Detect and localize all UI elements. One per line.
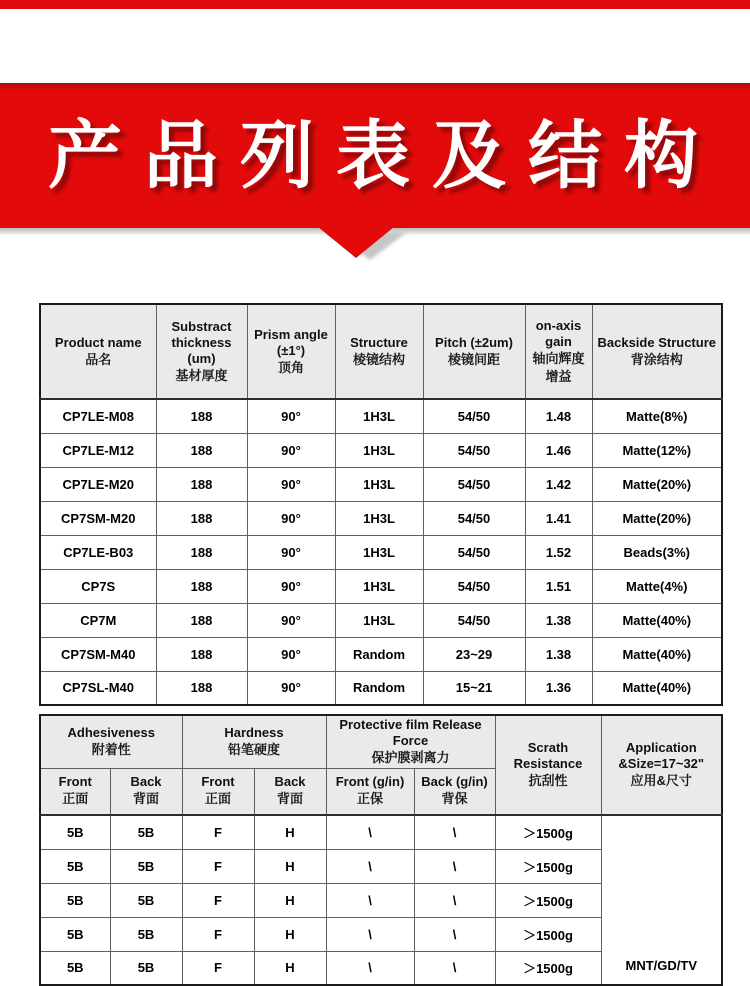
- table-cell: 1H3L: [335, 535, 423, 569]
- table-cell: \: [414, 849, 495, 883]
- table-row: [40, 501, 722, 535]
- spec-table-group-header-row: [40, 715, 722, 768]
- section-banner: [0, 83, 750, 228]
- table-cell: ＞1500g: [495, 883, 601, 917]
- table-cell: 90°: [247, 399, 335, 433]
- table-cell: 188: [156, 467, 247, 501]
- header-pitch: Pitch (±2um) 棱镜间距: [423, 304, 525, 399]
- subheader-back-gin: Back (g/in) 背保: [414, 768, 495, 815]
- table-cell: Beads(3%): [592, 535, 722, 569]
- table-cell: 1.42: [525, 467, 592, 501]
- table-row: [40, 399, 722, 433]
- table-cell: 1.36: [525, 671, 592, 705]
- table-cell: 90°: [247, 569, 335, 603]
- header-application: Application &Size=17~32" 应用&尺寸: [601, 715, 722, 815]
- header-backside-structure: Backside Structure 背涂结构: [592, 304, 722, 399]
- table-cell: Matte(40%): [592, 671, 722, 705]
- table-cell: Matte(20%): [592, 467, 722, 501]
- table-row: [40, 569, 722, 603]
- table-cell: CP7LE-M08: [40, 399, 156, 433]
- table-row: [40, 433, 722, 467]
- table-cell: 188: [156, 501, 247, 535]
- table-cell: CP7LE-M20: [40, 467, 156, 501]
- table-cell: \: [326, 917, 414, 951]
- table-cell: 1H3L: [335, 569, 423, 603]
- table-cell: CP7M: [40, 603, 156, 637]
- table-cell: 90°: [247, 501, 335, 535]
- table-cell: 188: [156, 637, 247, 671]
- table-row: [40, 603, 722, 637]
- table-cell: 188: [156, 671, 247, 705]
- spec-table: [39, 714, 723, 986]
- table-cell: \: [414, 917, 495, 951]
- table-cell: 5B: [40, 849, 110, 883]
- table-cell: 188: [156, 399, 247, 433]
- table-cell: F: [182, 951, 254, 985]
- table-cell: 1H3L: [335, 399, 423, 433]
- table-cell: Matte(8%): [592, 399, 722, 433]
- table-cell: 188: [156, 433, 247, 467]
- table-cell: 54/50: [423, 399, 525, 433]
- table-cell: CP7SM-M20: [40, 501, 156, 535]
- header-scratch-resistance: Scrath Resistance 抗刮性: [495, 715, 601, 815]
- table-cell: 90°: [247, 603, 335, 637]
- application-value: MNT/GD/TV: [625, 958, 697, 973]
- table-cell: Random: [335, 637, 423, 671]
- header-structure: Structure 棱镜结构: [335, 304, 423, 399]
- product-table-header-row: [40, 304, 722, 399]
- application-cell: [601, 815, 722, 985]
- table-cell: ＞1500g: [495, 815, 601, 849]
- table-cell: Matte(40%): [592, 637, 722, 671]
- table-cell: 1H3L: [335, 433, 423, 467]
- table-cell: 188: [156, 535, 247, 569]
- table-cell: 54/50: [423, 569, 525, 603]
- table-cell: ＞1500g: [495, 951, 601, 985]
- header-adhesiveness: Adhesiveness 附着性: [40, 715, 182, 768]
- table-cell: 90°: [247, 433, 335, 467]
- table-cell: \: [326, 849, 414, 883]
- table-cell: Matte(4%): [592, 569, 722, 603]
- table-cell: Matte(20%): [592, 501, 722, 535]
- table-row: [40, 637, 722, 671]
- table-cell: 90°: [247, 467, 335, 501]
- table-cell: CP7LE-M12: [40, 433, 156, 467]
- table-cell: 5B: [40, 951, 110, 985]
- table-cell: F: [182, 917, 254, 951]
- table-cell: \: [414, 951, 495, 985]
- table-cell: H: [254, 849, 326, 883]
- table-cell: CP7SL-M40: [40, 671, 156, 705]
- table-cell: 1H3L: [335, 467, 423, 501]
- table-cell: H: [254, 951, 326, 985]
- product-table: [39, 303, 723, 706]
- subheader-back: Back 背面: [254, 768, 326, 815]
- table-cell: 54/50: [423, 433, 525, 467]
- table-cell: 54/50: [423, 501, 525, 535]
- table-cell: 5B: [110, 815, 182, 849]
- header-release-force: Protective film Release Force 保护膜剥离力: [326, 715, 495, 768]
- table-cell: Matte(40%): [592, 603, 722, 637]
- table-row: [40, 671, 722, 705]
- table-cell: 5B: [110, 951, 182, 985]
- table-cell: 23~29: [423, 637, 525, 671]
- header-product-name: Product name 品名: [40, 304, 156, 399]
- banner-pointer: [318, 227, 394, 258]
- table-cell: 188: [156, 569, 247, 603]
- header-hardness: Hardness 铅笔硬度: [182, 715, 326, 768]
- table-cell: 5B: [110, 849, 182, 883]
- table-cell: 1.41: [525, 501, 592, 535]
- table-cell: Random: [335, 671, 423, 705]
- table-row: [40, 815, 722, 849]
- subheader-back: Back 背面: [110, 768, 182, 815]
- table-cell: H: [254, 815, 326, 849]
- table-cell: 5B: [110, 917, 182, 951]
- section-title: 产品列表及结构: [48, 114, 720, 197]
- table-cell: 5B: [110, 883, 182, 917]
- table-cell: ＞1500g: [495, 917, 601, 951]
- subheader-front: Front 正面: [182, 768, 254, 815]
- header-substract-thickness: Substract thickness (um) 基材厚度: [156, 304, 247, 399]
- table-cell: 1.51: [525, 569, 592, 603]
- table-cell: \: [326, 951, 414, 985]
- table-cell: H: [254, 883, 326, 917]
- subheader-front-gin: Front (g/in) 正保: [326, 768, 414, 815]
- table-cell: 1.52: [525, 535, 592, 569]
- table-cell: \: [326, 883, 414, 917]
- table-cell: \: [414, 815, 495, 849]
- table-cell: Matte(12%): [592, 433, 722, 467]
- table-cell: 1.48: [525, 399, 592, 433]
- table-cell: \: [414, 883, 495, 917]
- table-cell: F: [182, 883, 254, 917]
- table-cell: ＞1500g: [495, 849, 601, 883]
- table-cell: 1H3L: [335, 603, 423, 637]
- table-cell: 5B: [40, 917, 110, 951]
- table-cell: CP7S: [40, 569, 156, 603]
- table-cell: 1.38: [525, 603, 592, 637]
- table-row: [40, 535, 722, 569]
- table-cell: H: [254, 917, 326, 951]
- table-cell: 90°: [247, 671, 335, 705]
- table-cell: 90°: [247, 535, 335, 569]
- table-cell: 5B: [40, 815, 110, 849]
- top-red-strip: [0, 0, 750, 9]
- table-cell: 1.46: [525, 433, 592, 467]
- table-cell: 90°: [247, 637, 335, 671]
- table-cell: \: [326, 815, 414, 849]
- table-cell: F: [182, 815, 254, 849]
- table-cell: F: [182, 849, 254, 883]
- subheader-front: Front 正面: [40, 768, 110, 815]
- header-on-axis-gain: on-axis gain 轴向辉度增益: [525, 304, 592, 399]
- table-cell: 54/50: [423, 535, 525, 569]
- header-prism-angle: Prism angle (±1°) 顶角: [247, 304, 335, 399]
- table-cell: 1.38: [525, 637, 592, 671]
- spec-table-container: [39, 714, 723, 986]
- table-cell: 54/50: [423, 467, 525, 501]
- table-cell: CP7SM-M40: [40, 637, 156, 671]
- table-cell: 54/50: [423, 603, 525, 637]
- table-row: [40, 467, 722, 501]
- table-cell: 15~21: [423, 671, 525, 705]
- table-cell: 188: [156, 603, 247, 637]
- table-cell: CP7LE-B03: [40, 535, 156, 569]
- table-cell: 5B: [40, 883, 110, 917]
- product-table-container: [39, 303, 723, 706]
- table-cell: 1H3L: [335, 501, 423, 535]
